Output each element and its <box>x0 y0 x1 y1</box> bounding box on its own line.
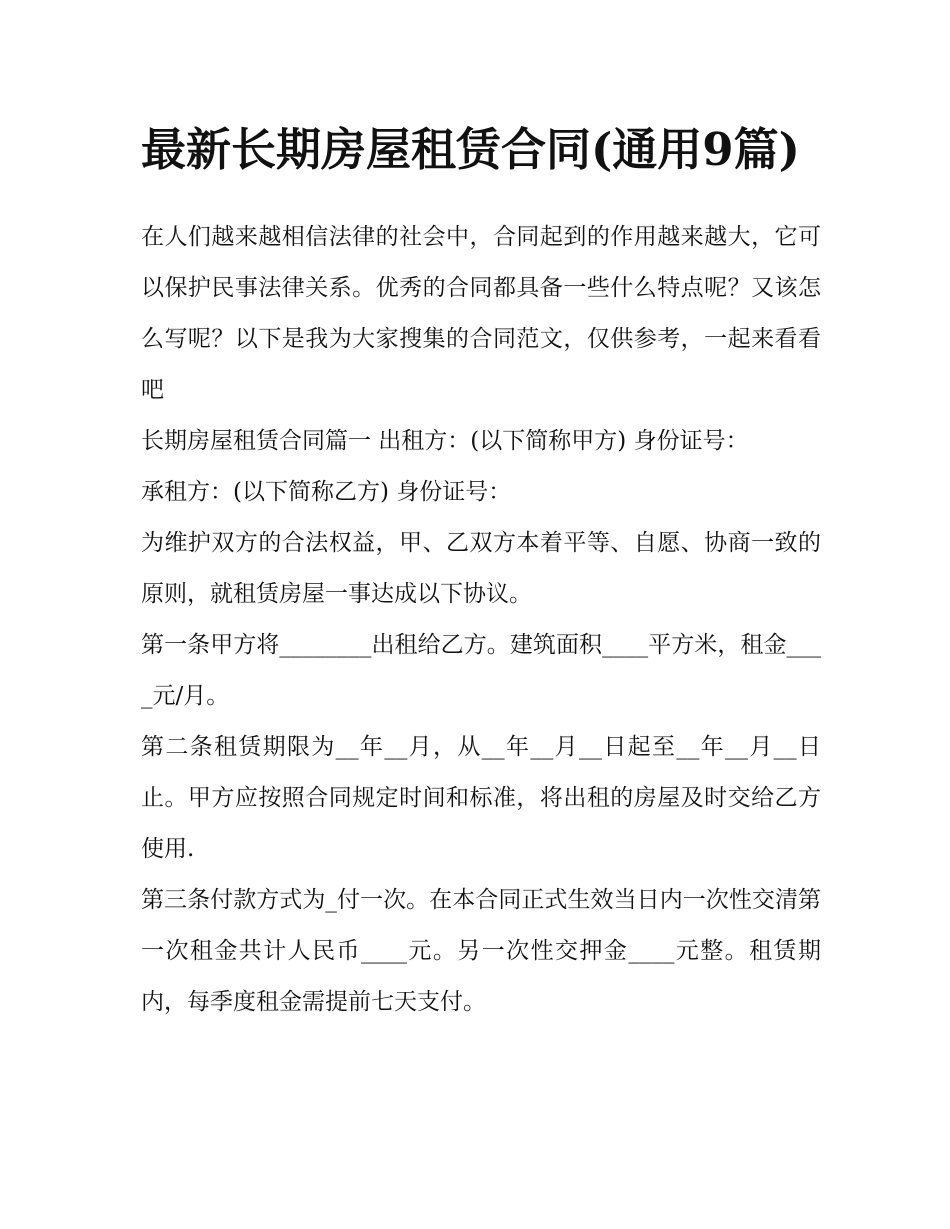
document-title: 最新长期房屋租赁合同(通用9篇) <box>141 123 800 176</box>
article-two: 第二条租赁期限为__年__月，从__年__月__日起至__年__月__日止。甲方应按照合同规定时间和标准，将出租的房屋及时交给乙方使用. <box>141 734 821 862</box>
document-body <box>141 212 821 1028</box>
document-page <box>141 112 821 1028</box>
article-three: 第三条付款方式为_付一次。在本合同正式生效当日内一次性交清第一次租金共计人民币____元。另一次性交押金____元整。租赁期内，每季度租金需提前七天支付。 <box>141 887 821 1015</box>
intro-paragraph: 在人们越来越相信法律的社会中，合同起到的作用越来越大，它可以保护民事法律关系。优秀的合同都具备一些什么特点呢？又该怎么写呢？以下是我为大家搜集的合同范文，仅供参考，一起来看看吧 <box>141 224 821 403</box>
article-one: 第一条甲方将________出租给乙方。建筑面积____平方米，租金____元/月。 <box>141 632 821 709</box>
lessee-line: 承租方：(以下简称乙方) 身份证号： <box>141 479 512 505</box>
lessor-line: 长期房屋租赁合同篇一 出租方：(以下简称甲方) 身份证号： <box>141 428 749 454</box>
agreement-preamble: 为维护双方的合法权益，甲、乙双方本着平等、自愿、协商一致的原则，就租赁房屋一事达成以下协议。 <box>141 530 821 607</box>
